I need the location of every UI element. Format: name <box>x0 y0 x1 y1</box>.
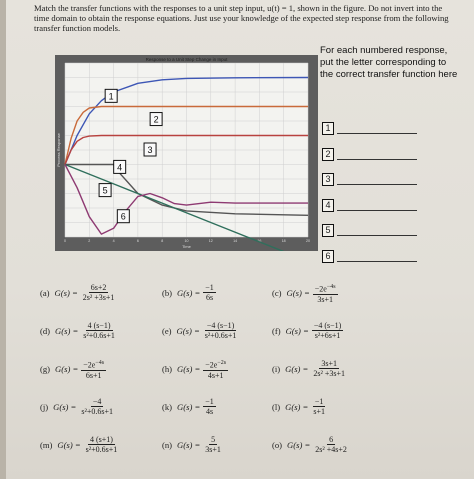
option-fraction <box>203 359 228 380</box>
transfer-function-option <box>272 435 349 454</box>
curve-marker-label-2: 2 <box>153 114 159 125</box>
option-gs: G(s) = <box>285 401 309 412</box>
x-tick-label: 0 <box>64 239 66 243</box>
transfer-function-option <box>40 359 106 380</box>
option-gs: G(s) = <box>54 287 78 298</box>
option-gs: G(s) = <box>287 439 311 450</box>
option-letter: (f) <box>272 325 281 336</box>
x-axis-label: Time <box>182 244 191 249</box>
option-gs: G(s) = <box>57 439 81 450</box>
option-gs: G(s) = <box>176 325 200 336</box>
option-letter: (m) <box>40 439 53 450</box>
option-denominator: s²+6s+1 <box>314 331 341 340</box>
x-tick-label: 4 <box>112 239 115 243</box>
option-fraction <box>312 321 343 340</box>
chart-svg <box>55 55 318 251</box>
transfer-function-option <box>162 321 238 340</box>
option-gs: G(s) = <box>285 363 309 374</box>
option-denominator: 2s² +4s+2 <box>315 445 347 454</box>
y-axis-label: Process Response <box>56 133 61 167</box>
curve-marker-label-5: 5 <box>102 185 108 196</box>
option-numerator: 3s+1 <box>321 359 337 368</box>
option-gs: G(s) = <box>177 364 201 375</box>
curve-marker-label-6: 6 <box>120 211 126 222</box>
answer-row-6 <box>322 250 422 263</box>
transfer-function-option <box>40 397 115 416</box>
option-letter: (k) <box>162 401 173 412</box>
option-letter: (g) <box>40 364 51 375</box>
option-denominator: 2s² +3s+1 <box>82 293 115 302</box>
option-denominator: 6s <box>205 293 214 302</box>
option-gs: G(s) = <box>286 288 310 299</box>
option-letter: (d) <box>40 325 51 336</box>
answer-number-box: 1 <box>322 122 334 135</box>
transfer-function-option <box>162 283 216 302</box>
option-letter: (h) <box>162 364 173 375</box>
transfer-function-option <box>272 321 343 340</box>
transfer-function-option <box>272 283 338 304</box>
option-numerator: 6 <box>329 435 334 444</box>
option-denominator: 6s+1 <box>85 370 102 380</box>
option-letter: (l) <box>272 401 281 412</box>
transfer-function-option <box>40 435 119 454</box>
answer-row-2 <box>322 148 422 161</box>
option-denominator: s+1 <box>313 407 325 416</box>
option-letter: (e) <box>162 325 172 336</box>
transfer-function-option <box>272 359 347 378</box>
option-letter: (i) <box>272 363 281 374</box>
option-gs: G(s) = <box>285 325 309 336</box>
transfer-function-option <box>162 359 228 380</box>
answer-prompt: For each numbered response, put the letter corresponding to the correct transfer function here <box>320 45 458 80</box>
transfer-function-option <box>272 397 327 416</box>
option-numerator: $-2e^{-4s}$ <box>83 360 105 370</box>
option-fraction <box>313 283 338 304</box>
x-tick-label: 16 <box>257 239 262 243</box>
option-numerator: −4 (s−1) <box>206 321 235 330</box>
step-response-chart <box>55 55 318 251</box>
x-tick-label: 14 <box>233 239 238 243</box>
answer-blank-line[interactable] <box>337 261 417 262</box>
option-letter: (j) <box>40 401 49 412</box>
x-tick-label: 12 <box>208 239 213 243</box>
answer-number-box: 4 <box>322 199 334 212</box>
option-letter: (o) <box>272 439 283 450</box>
option-gs: G(s) = <box>55 325 79 336</box>
answer-number-box: 5 <box>322 224 334 237</box>
option-denominator: s²+0.6s+1 <box>81 407 114 416</box>
curve-marker-label-4: 4 <box>117 162 123 173</box>
option-fraction <box>203 321 239 340</box>
option-numerator: 4 (s+1) <box>90 435 113 444</box>
option-gs: G(s) = <box>53 401 77 412</box>
option-denominator: 4s+1 <box>207 370 224 380</box>
answer-blank-line[interactable] <box>337 184 417 185</box>
transfer-function-option <box>40 283 116 302</box>
option-fraction <box>313 435 349 454</box>
x-tick-label: 6 <box>136 239 139 243</box>
answer-row-1 <box>322 122 422 135</box>
answer-blank-line[interactable] <box>337 210 417 211</box>
option-gs: G(s) = <box>55 364 79 375</box>
option-gs: G(s) = <box>177 439 201 450</box>
option-fraction <box>311 359 347 378</box>
answer-blank-line[interactable] <box>337 235 417 236</box>
option-numerator: −4 (s−1) <box>313 321 342 330</box>
option-numerator: 6s+2 <box>90 283 107 292</box>
option-numerator: −1 <box>205 397 214 406</box>
option-fraction <box>81 321 117 340</box>
option-numerator: −1 <box>314 397 324 406</box>
option-letter: (b) <box>162 287 173 298</box>
transfer-function-option <box>162 397 216 416</box>
x-tick-label: 10 <box>184 239 189 243</box>
answer-row-5 <box>322 224 422 237</box>
answer-number-box: 6 <box>322 250 334 263</box>
x-tick-label: 18 <box>281 239 286 243</box>
option-letter: (c) <box>272 288 282 299</box>
chart-title: Response to a Unit Step Change in Input <box>145 57 228 62</box>
option-gs: G(s) = <box>177 401 201 412</box>
option-numerator: −1 <box>205 283 214 292</box>
transfer-function-option <box>40 321 117 340</box>
option-numerator: 5 <box>211 435 216 444</box>
answer-number-box: 2 <box>322 148 334 161</box>
answer-blank-line[interactable] <box>337 159 417 160</box>
option-denominator: 3s+1 <box>317 294 333 304</box>
x-tick-label: 20 <box>306 239 310 243</box>
option-fraction <box>81 359 106 380</box>
option-fraction <box>203 283 216 302</box>
x-tick-label: 8 <box>161 239 164 243</box>
option-fraction <box>79 397 115 416</box>
option-denominator: s²+0.6s+1 <box>85 445 118 454</box>
answer-row-3 <box>322 173 422 186</box>
transfer-function-option <box>162 435 223 454</box>
option-fraction <box>84 435 120 454</box>
option-numerator: $-2e^{-2s}$ <box>205 360 227 370</box>
option-denominator: 4s <box>205 407 214 416</box>
curve-marker-label-3: 3 <box>147 145 153 155</box>
option-fraction <box>311 397 327 416</box>
curve-marker-label-1: 1 <box>108 91 114 102</box>
option-denominator: 3s+1 <box>205 445 221 454</box>
option-denominator: s²+0.6s+1 <box>204 331 237 340</box>
option-denominator: s²+0.6s+1 <box>83 331 115 340</box>
answer-blank-line[interactable] <box>337 133 417 134</box>
option-numerator: 4 (s−1) <box>87 321 111 330</box>
x-tick-label: 2 <box>88 239 91 243</box>
option-fraction <box>203 397 216 416</box>
option-gs: G(s) = <box>177 287 201 298</box>
answer-number-box: 3 <box>322 173 334 186</box>
option-numerator: $-2e^{-4s}$ <box>314 284 336 294</box>
option-fraction <box>203 435 223 454</box>
option-fraction <box>81 283 117 302</box>
option-numerator: −4 <box>92 397 102 406</box>
option-letter: (n) <box>162 439 173 450</box>
answer-row-4 <box>322 199 422 212</box>
option-denominator: 2s² +3s+1 <box>313 369 346 378</box>
instructions-text: Match the transfer functions with the responses to a unit step input, u(t) = 1, shown in the figure. Do not invert into the time domain to obtain the response equations. Just use your knowledge of the expected step response from the following transfer function models. <box>34 3 449 34</box>
option-letter: (a) <box>40 287 50 298</box>
